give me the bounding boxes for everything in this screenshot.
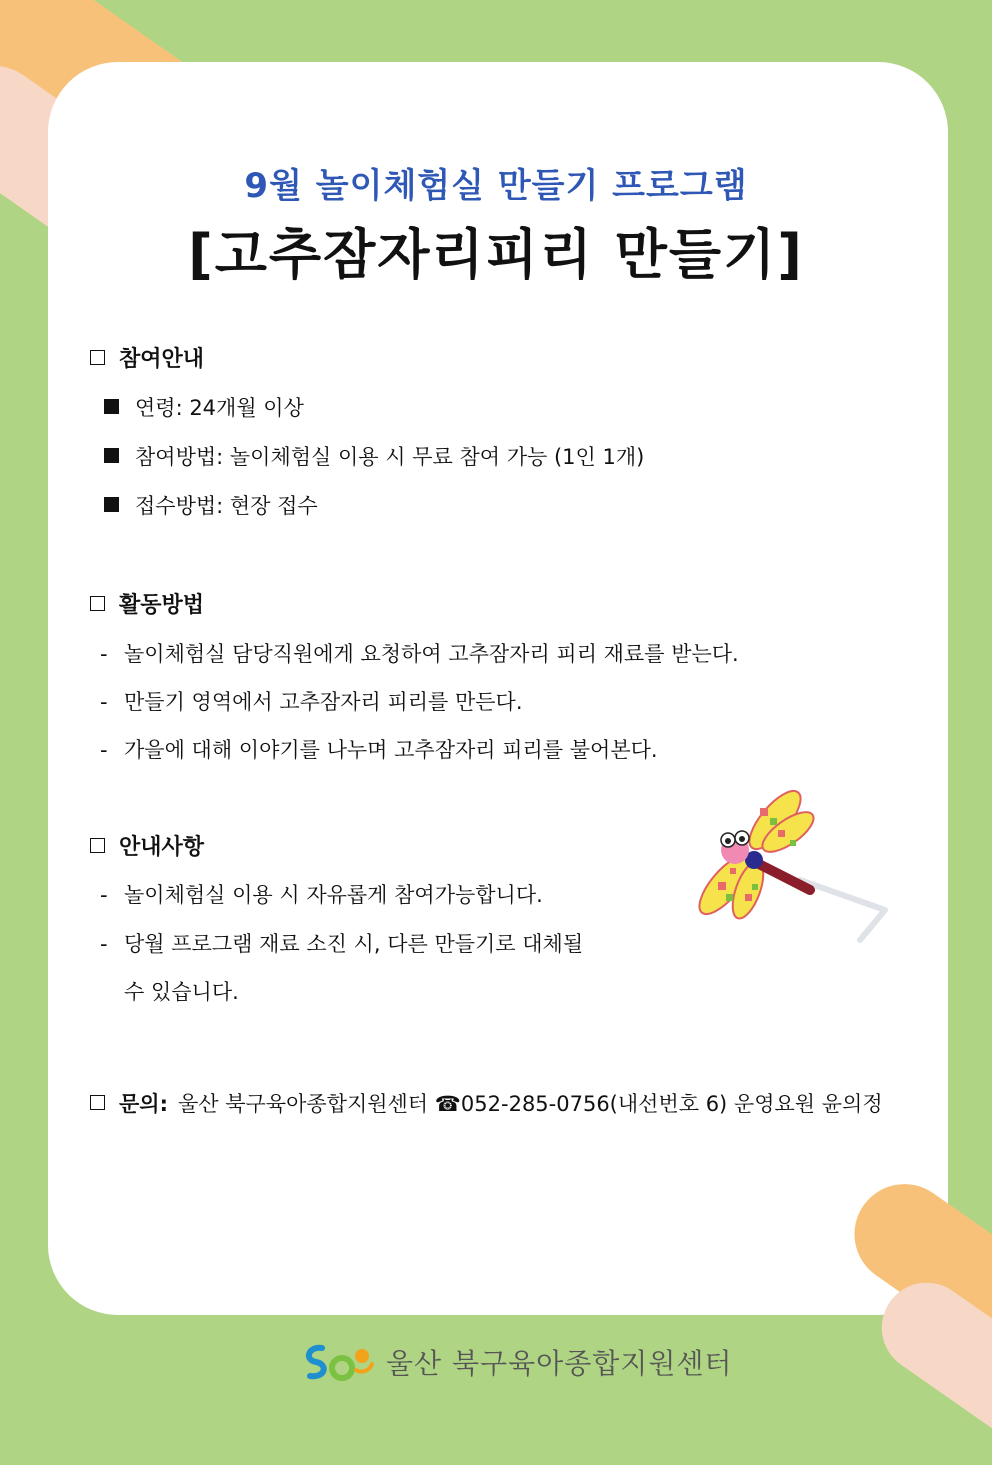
section-heading-participation: 참여안내 — [90, 342, 204, 373]
checkbox-square-icon — [90, 1095, 105, 1110]
list-item: 참여방법: 놀이체험실 이용 시 무료 참여 가능 (1인 1개) — [104, 441, 644, 471]
page-title: [고추잠자리피리 만들기] — [188, 223, 804, 286]
list-item: 연령: 24개월 이상 — [104, 392, 304, 422]
checkbox-square-icon — [90, 596, 105, 611]
list-item: - 가을에 대해 이야기를 나누며 고추잠자리 피리를 불어본다. — [100, 738, 658, 762]
page-subtitle: 9월 놀이체험실 만들기 프로그램 — [244, 166, 748, 206]
footer — [300, 1340, 732, 1384]
section-heading-activity: 활동방법 — [90, 588, 204, 619]
contact-line — [90, 1088, 883, 1118]
filled-square-bullet-icon — [104, 399, 119, 414]
checkbox-square-icon — [90, 838, 105, 853]
checkbox-square-icon — [90, 350, 105, 365]
list-item: - 놀이체험실 이용 시 자유롭게 참여가능합니다. — [100, 883, 543, 907]
list-item: - 당월 프로그램 재료 소진 시, 다른 만들기로 대체될 — [100, 932, 584, 956]
footer-org-name: 울산 북구육아종합지원센터 — [386, 1347, 733, 1380]
list-item: - 만들기 영역에서 고추잠자리 피리를 만든다. — [100, 690, 523, 714]
section-heading-notice: 안내사항 — [90, 830, 204, 861]
center-logo-icon — [300, 1340, 376, 1384]
filled-square-bullet-icon — [104, 448, 119, 463]
contact-text: 울산 북구육아종합지원센터 ☎052-285-0756(내선번호 6) 운영요원 윤의정 — [177, 1092, 883, 1116]
filled-square-bullet-icon — [104, 497, 119, 512]
list-item: 접수방법: 현장 접수 — [104, 490, 318, 520]
list-item: - 놀이체험실 담당직원에게 요청하여 고추잠자리 피리 재료를 받는다. — [100, 642, 739, 666]
dragonfly-whistle-icon — [690, 790, 905, 950]
contact-label: 문의: — [119, 1092, 168, 1116]
list-item-continued: 수 있습니다. — [124, 980, 239, 1004]
